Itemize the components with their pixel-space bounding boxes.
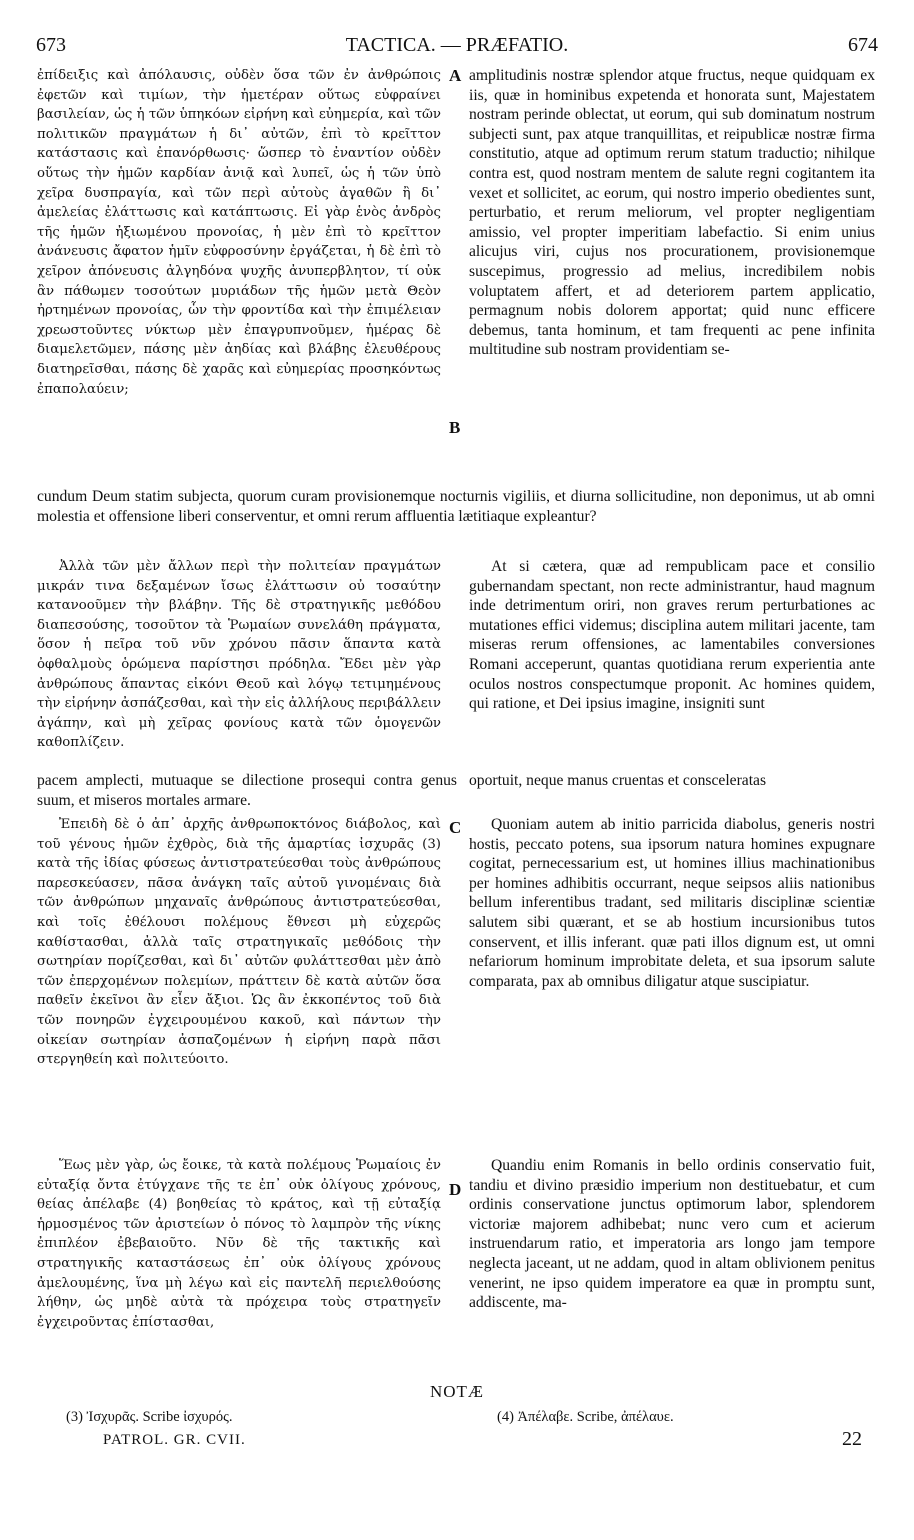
running-title: TACTICA. — PRÆFATIO. (345, 34, 569, 56)
margin-marker-a: A (449, 66, 462, 85)
note-3: (3) Ἰσχυρᾶς. Scribe ἰσχυρός. (66, 1409, 233, 1425)
greek-column-section-2: Ἀλλὰ τῶν μὲν ἄλλων περὶ τὴν πολιτείαν πραγμάτων μικράν τινα δεξαμένων ἴσως ἐλάττωσιν οὐ τοσαύτην κατανοοῦμεν τὴν βλάβην. Τῆς δὲ στρατηγικῆς μεθόδου διαπεσούσης, τοσοῦτον τὰ Ῥωμαίων συνελάθη πράγματα, ὅσον ἡ πεῖρα τοῦ νῦν χρόνου πᾶσιν ἅπαντα κατὰ ὀφθαλμοὺς ὁρώμενα παρίστησι πρόδηλα. Ἔδει μὲν γὰρ ἀνθρώπους ἅπαντας εἰκόνι Θεοῦ καὶ λόγῳ τετιμημένους τὴν εἰρήνην ἀσπάζεσθαι, καὶ τὴν εἰς ἀλλήλους περιβάλλειν ἀγάπην, καὶ μὴ χεῖρας φονίους κατὰ τῶν ὁμογενῶν καθοπλίζειν. (37, 559, 441, 751)
latin-column-section-3: Quoniam autem ab initio parricida diabolus, generis nostri hostis, peccato potens, sua ipsorum natura homines expugnare cogitat, pernecessarium est, ut homines illius machinationibus per homines adhibitis occurrant, neque seipsos aliis nationibus bellum inferentibus tradant, sed militaris disciplinæ scientiæ salutem sibi quærant, et se ab hostium incursionibus tutos conservent, et illis inferant. quæ pati illos dignum est, ut omni nefariorum hominum improbitate deleta, et sua ipsorum salute comparata, pax ab omnibus diligatur atque suscipiatur. (469, 816, 875, 990)
running-header (36, 34, 878, 56)
margin-marker-c: C (449, 818, 462, 837)
latin-column-section-2: At si cætera, quæ ad rempublicam pace et consilio gubernandam spectant, non recte administrantur, haud magnum inde detrimentum oriri, non graves rerum perturbationes ac mutationes effici videmus; disciplina autem militari jacente, tam miseras rerum offensiones, ac lamentabiles conversiones Romani acceperunt, quantas quotidiana rerum experientia ante oculos nostros conspectumque proponit. Ac homines quidem, qui ratione, et Dei ipsius imagine, insigniti sunt (469, 558, 875, 713)
latin-wide-section-2-right: oportuit, neque manus cruentas et consceleratas (469, 772, 767, 789)
greek-column-section-4: Ἕως μὲν γὰρ, ὡς ἔοικε, τὰ κατὰ πολέμους Ῥωμαίοις ἐν εὐταξίᾳ ὄντα ἐτύγχανε τῆς τε ἐπ᾿ οὐκ ὀλίγους χρόνους, θείας ἀπέλαβε (4) βοηθείας τὸ κράτος, καὶ τῇ εὐταξίᾳ ἡρμοσμένος τῶν ἀριστείων ὁ πόνος τὸ λαμπρὸν τῆς νίκης ἐπιπλέον ἐβεβαιοῦτο. Νῦν δὲ τῆς τακτικῆς καὶ στρατηγικῆς καταστάσεως ἐπ᾿ οὐκ ὀλίγους χρόνους ἀμελουμένης, ἵνα μὴ λέγω καὶ εἰς παντελῆ περιελθούσης λήθην, ὡς μηδὲ αὐτὰ τὰ πρόχειρα τοὺς στρατηγεῖν ἐγχειροῦντας ἐπίστασθαι, (37, 1158, 441, 1330)
signature-mark: PATROL. GR. CVII. (103, 1432, 246, 1448)
greek-column-section-3: Ἐπειδὴ δὲ ὁ ἀπ᾿ ἀρχῆς ἀνθρωποκτόνος διάβολος, καὶ τοῦ γένους ἡμῶν ἐχθρὸς, διὰ τῆς ἁμαρτίας ἰσχυρᾶς (3) κατὰ τῆς ἰδίας φύσεως ἀντιστρατεύεσθαι τοὺς ἀνθρώπους παρεσκεύασεν, πᾶσα ἀνάγκη ταῖς αὐτοῦ γινομέναις διὰ τῶν ἀνθρώπων μηχαναῖς ἀνθρώπους ἀντιστρατεύεσθαι, καὶ τοῖς ἐθέλουσι πολέμους ἔθνεσι μὴ εὐχερῶς καθίστασθαι, ἀλλὰ ταῖς στρατηγικαῖς μεθόδοις τὴν σωτηρίαν πορίζεσθαι, καὶ δι᾿ αὐτῶν φυλάττεσθαι μὲν ἀπὸ τῶν ἐπερχομένων πολεμίων, πράττειν δὲ κατὰ αὐτῶν ὅσα παθεῖν ἐκεῖνοι ἂν εἶεν ἄξιοι. Ὡς ἂν ἐκκοπέντος τοῦ διὰ τῶν πονηρῶν ἐγχειρουμένου κακοῦ, καὶ πάντων τὴν οἰκείαν σωτηρίαν ἀσπαζομένων ἡ εἰρήνη παρὰ πᾶσι στεργηθείη καὶ πολιτεύοιτο. (37, 817, 441, 1068)
notes-heading: NOTÆ (429, 1382, 485, 1401)
latin-column-section-4: Quandiu enim Romanis in bello ordinis conservatio fuit, tandiu et divino præsidio imperium non destituebatur, et cum ordinis conservatione junctus optimorum labor, splendorem victoriæ majorem adhibebat; nunc vero cum et acierum instruendarum ratio, et imperatoria ars longo jam tempore neglecta jaceant, ut ne addam, quod in altam oblivionem penitus venerint, ne ipso quidem imperatore ea quæ in promptu sunt, addiscente, ma- (469, 1157, 875, 1312)
latin-column-section-1: amplitudinis nostræ splendor atque fructus, neque quidquam ex iis, quæ in hominibus expetenda et honorata sunt, Majestatem nostram perinde oblectat, ut eorum, qui sub dominatum nostrum subjecti sunt, pax atque tranquillitas, et reipublicæ nostræ firma constitutio, atque ad optimum rerum statum traductio; nihilque contra est, quod nostram mentem de salute regni cogitantem ita vexet et sollicitet, ac eorum, qui nostro imperio obedientes sunt, perturbatio, et rerum meliorum, vel propter negligentiam amissio, vel propter imperitiam labefactio. Si enim unius alicujus viri, cujus nos procurationem, provisionemque suscepimus, progressio ad melius, incredibilem nobis voluptatem affert, et ad deteriorem partem applicatio, permagnum nobis dolorem apportat; quid nunc efficere debemus, tanta hominum, et tam frequenti ac pene infinita multitudine sub nostram providentiam se- (469, 67, 875, 359)
sheet-number: 22 (842, 1428, 862, 1450)
latin-wide-section-1: cundum Deum statim subjecta, quorum curam provisionemque nocturnis vigiliis, et diurna sollicitudine, non deponimus, ut ab omni molestia et offensione liberi conserventur, et omni rerum affluentia lætitiaque expleantur? (37, 488, 875, 525)
margin-marker-b: B (449, 418, 461, 437)
margin-marker-d: D (449, 1180, 462, 1199)
page-number-left: 673 (36, 34, 66, 56)
note-4: (4) Ἀπέλαβε. Scribe, ἀπέλαυε. (497, 1409, 674, 1425)
page-number-right: 674 (848, 34, 878, 56)
greek-column-section-1: ἐπίδειξις καὶ ἀπόλαυσις, οὐδὲν ὅσα τῶν ἐν ἀνθρώποις ἐφετῶν καὶ τιμίων, τὴν ἡμετέραν οὕτως εὐφραίνει βασιλείαν, ὡς ἡ τῶν ὑπηκόων εἰρήνη καὶ εὐημερία, καὶ τῶν πολιτικῶν πραγμάτων ἡ δι᾿ αὐτῶν, ἐπὶ τὸ κρεῖττον κατάστασις καὶ ἐπανόρθωσις· ὥσπερ τὸ ἐναντίον οὐδὲν οὕτως τὴν ἡμῶν καρδίαν ἀνιᾷ καὶ λυπεῖ, ὡς ἡ τῶν ὑπὸ χεῖρα δυσπραγία, καὶ τῶν περὶ αὐτοὺς ἀγαθῶν ἢ δι᾿ ἀμελείας ἐλάττωσις καὶ κατάπτωσις. Εἰ γὰρ ἑνὸς ἀνδρὸς τῆς ἡμῶν ἠξιωμένου προνοίας, ἡ μὲν ἐπὶ τὸ κρεῖττον ἀνάνευσις ἄφατον ἡμῖν εὐφροσύνην ἐργάζεται, ἡ δὲ ἐπὶ τὸ χεῖρον ἀπόνευσις ἀλγηδόνα ψυχῆς ἀνυπερβλητον, τί οὐκ ἂν πάθωμεν τοσούτων μυριάδων τῆς ἡμῶν μετὰ Θεὸν ἠρτημένων προνοίας, ὧν τὴν φροντίδα καὶ τὴν ἐπιμέλειαν χρεωστοῦντες νύκτωρ μὲν ἐπαγρυπνοῦμεν, ἡμέρας δὲ διαμελετῶμεν, πάσης μὲν ἀηδίας καὶ βλάβης ἐλευθέρους διατηρεῖσθαι, πάσης δὲ χαρᾶς καὶ εὐημερίας προσηκόντως ἐπαπολαύειν; (37, 68, 441, 397)
latin-wide-section-2-left: pacem amplecti, mutuaque se dilectione prosequi contra genus suum, et miseros mortales armare. (37, 772, 457, 809)
